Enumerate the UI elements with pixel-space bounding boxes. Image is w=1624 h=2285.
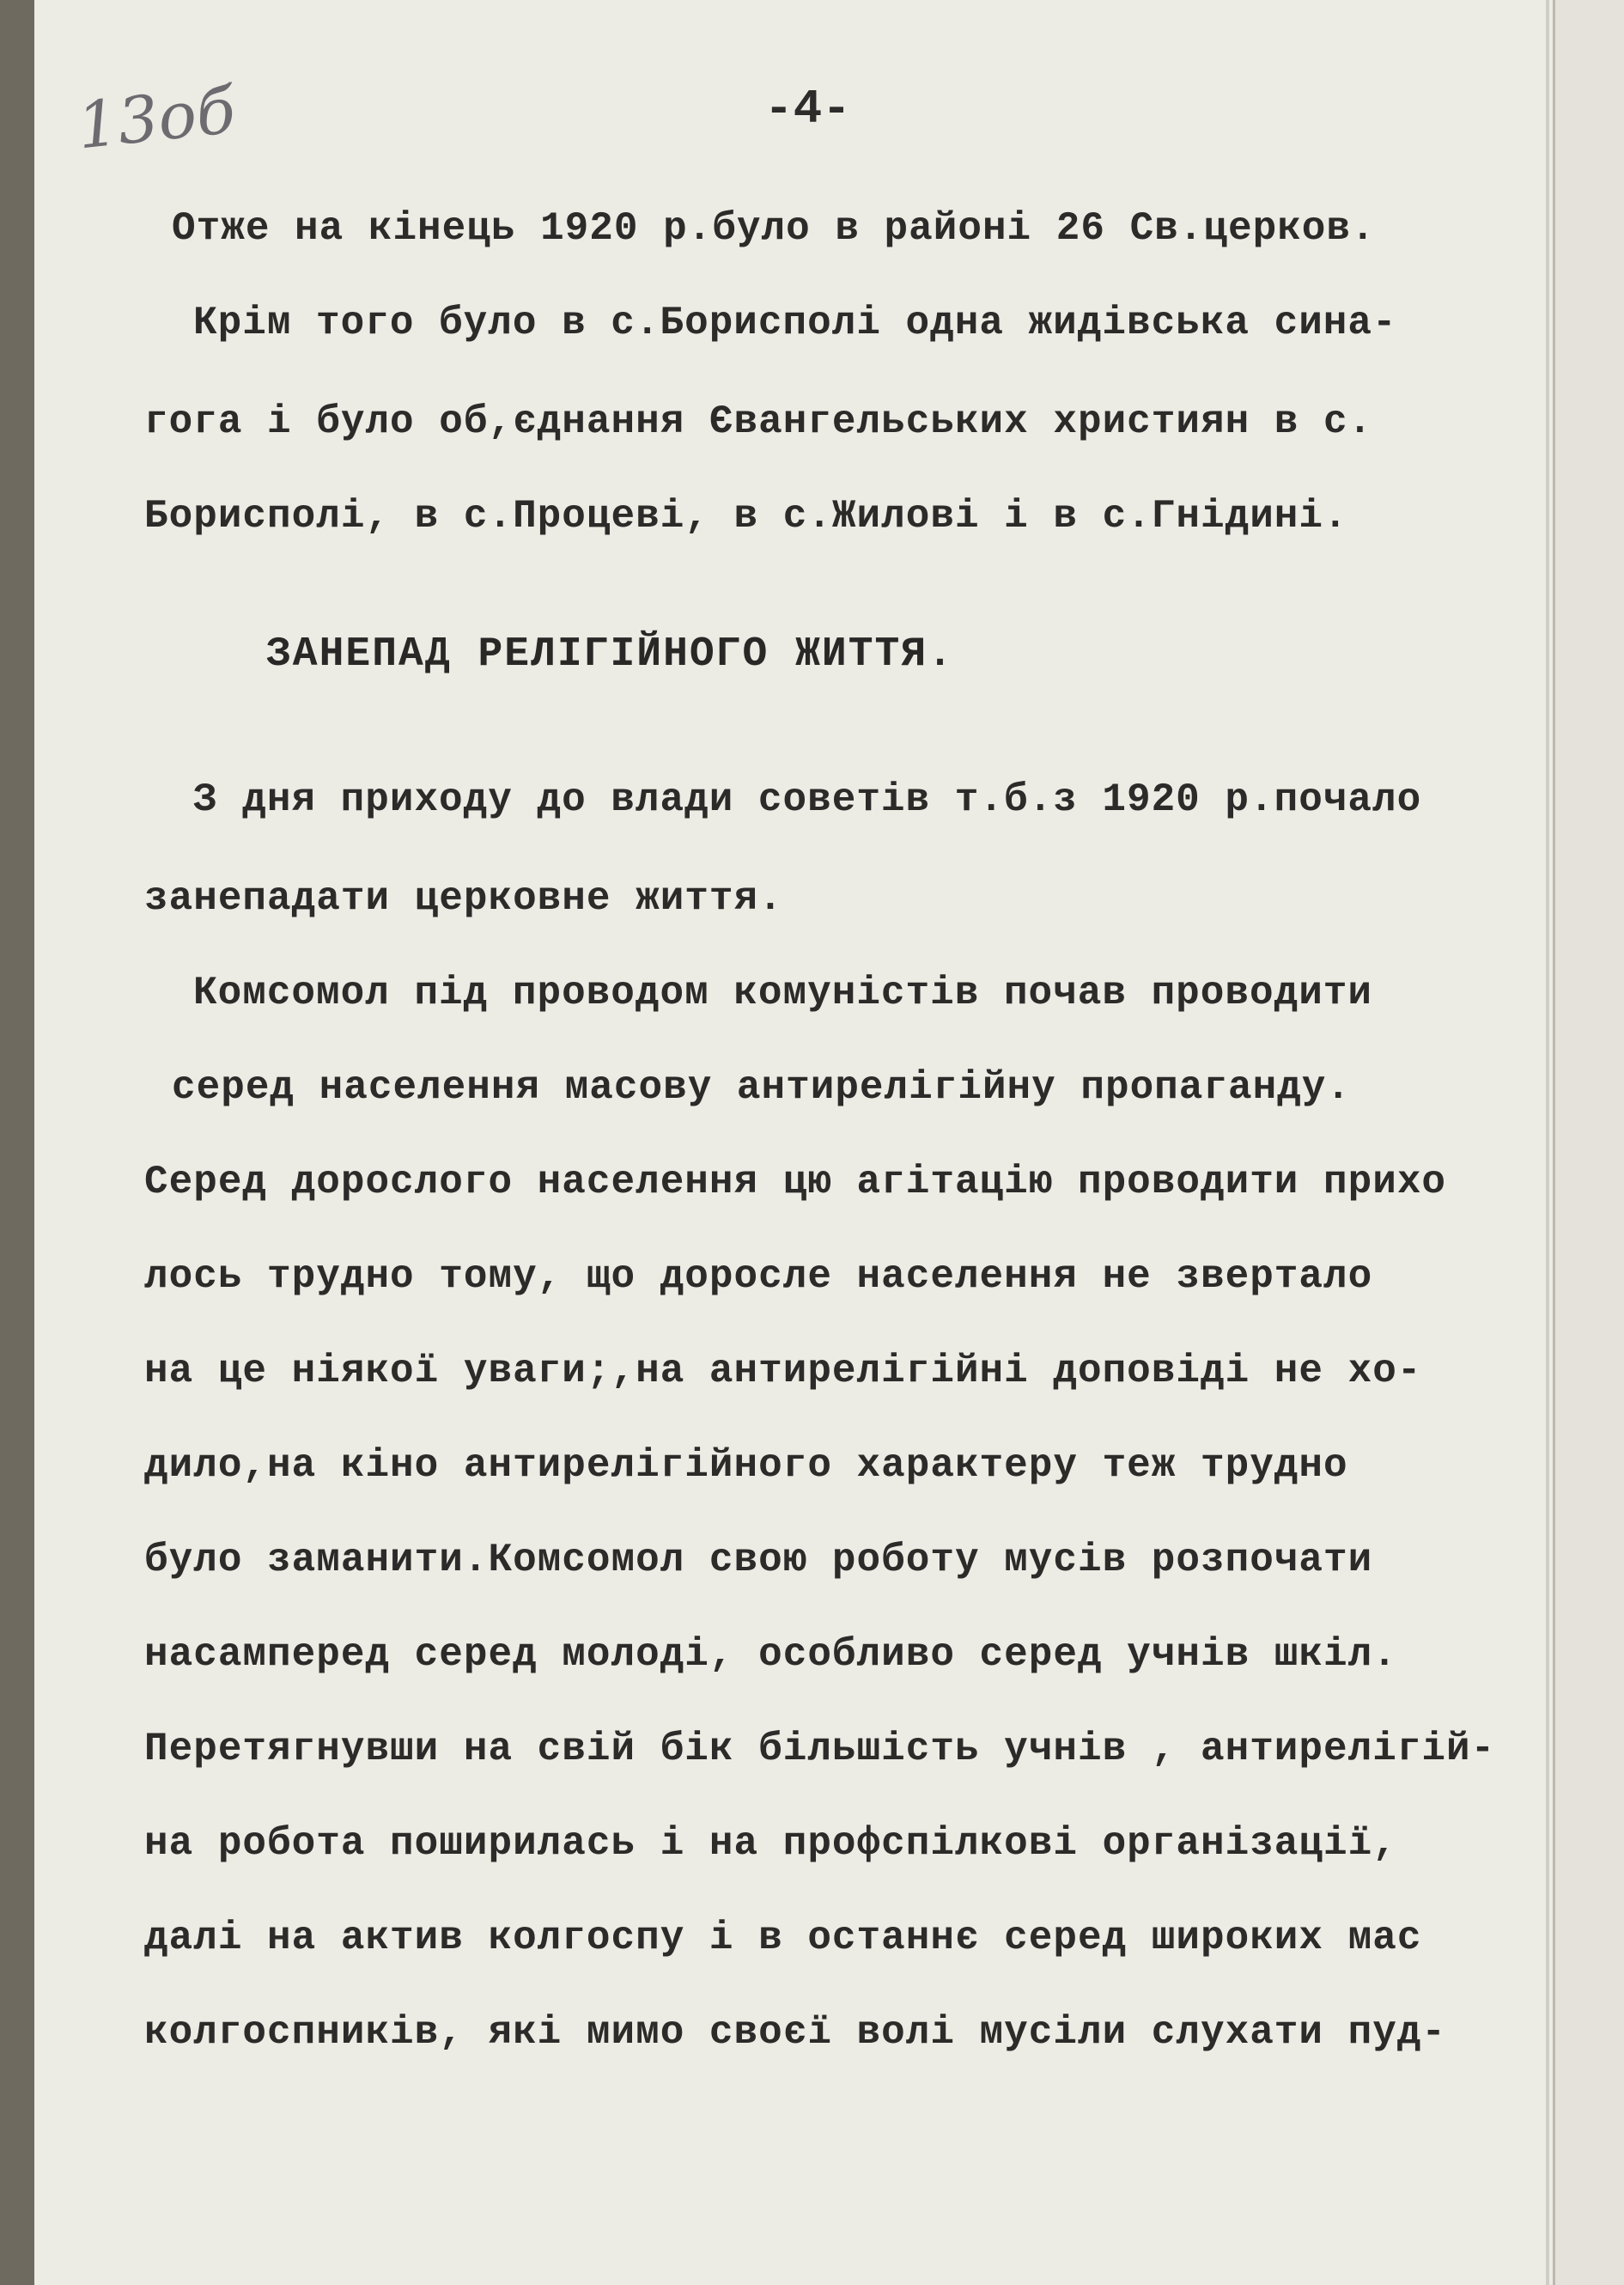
text-line: дило,на кіно антирелігійного характеру теж трудно xyxy=(144,1443,1348,1488)
section-heading: ЗАНЕПАД РЕЛІГІЙНОГО ЖИТТЯ. xyxy=(266,631,954,678)
page-number: -4- xyxy=(764,82,851,137)
text-line: Комсомол під проводом комуністів почав проводити xyxy=(193,971,1373,1015)
text-line: було заманити.Комсомол свою роботу мусів розпочати xyxy=(144,1538,1373,1582)
text-line: далі на актив колгоспу і в останнє серед широких мас xyxy=(144,1916,1422,1960)
text-line: З дня приходу до влади советів т.б.з 1920 р.почало xyxy=(193,777,1422,822)
text-line: Перетягнувши на свій бік більшість учнів , антирелігій- xyxy=(144,1727,1496,1771)
text-line: колгоспників, які мимо своєї волі мусіли слухати пуд- xyxy=(144,2010,1447,2055)
text-line: занепадати церковне життя. xyxy=(144,876,783,921)
adjacent-sheet-edge xyxy=(1553,0,1624,2285)
text-line: насамперед серед молоді, особливо серед учнів шкіл. xyxy=(144,1632,1397,1677)
text-line: Серед дорослого населення цю агітацію проводити прихо xyxy=(144,1160,1447,1204)
text-line: серед населення масову антирелігійну пропаганду. xyxy=(172,1065,1352,1110)
handwritten-folio-number: 13об xyxy=(74,73,239,164)
text-line: Крім того було в с.Борисполі одна жидівська сина- xyxy=(193,301,1397,345)
text-line: Борисполі, в с.Процеві, в с.Жилові і в с.Гнідині. xyxy=(144,494,1348,539)
text-line: гога і було об,єднання Євангельських християн в с. xyxy=(144,399,1373,444)
text-line: лось трудно тому, що доросле населення не звертало xyxy=(144,1254,1373,1299)
text-line: на робота поширилась і на профспілкові організації, xyxy=(144,1821,1397,1866)
page-crease xyxy=(1546,0,1549,2285)
text-line: Отже на кінець 1920 р.було в районі 26 Св.церков. xyxy=(172,206,1376,251)
text-line: на це ніякої уваги;,на антирелігійні доповіді не хо- xyxy=(144,1349,1422,1393)
